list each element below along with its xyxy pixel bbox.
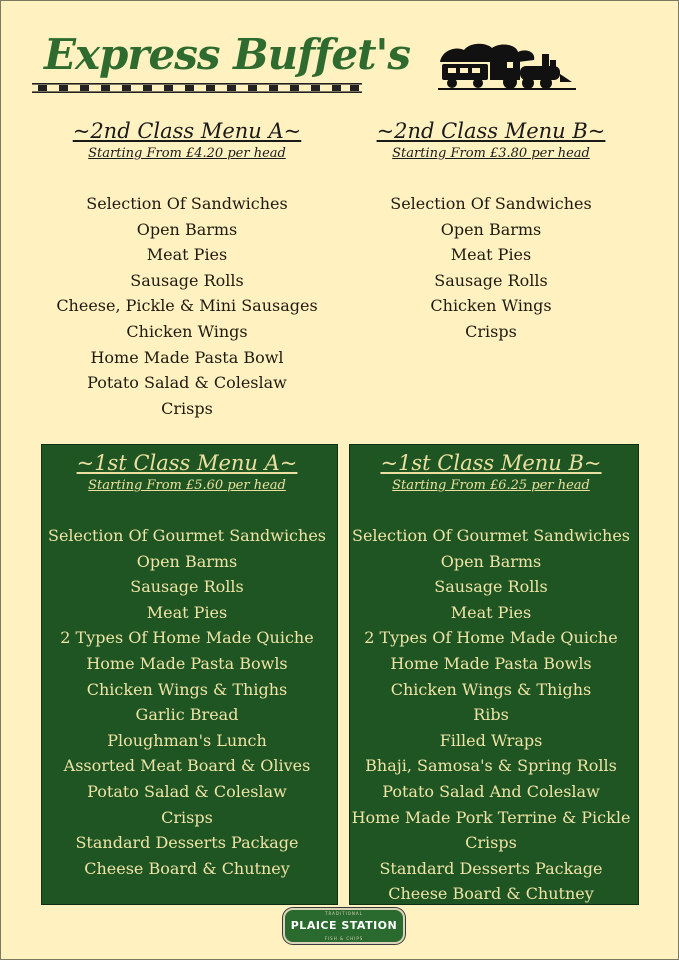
menu-item: Crisps — [161, 807, 213, 827]
menu-item: Standard Desserts Package — [379, 858, 603, 878]
menu-item: Home Made Pasta Bowls — [86, 653, 288, 673]
menu-item: Ploughman's Lunch — [107, 730, 267, 750]
menu-item: Sausage Rolls — [130, 577, 244, 597]
menu-item: Open Barms — [136, 219, 238, 239]
menu-price: Starting From £5.60 per head — [88, 478, 286, 493]
menu-item-list — [340, 191, 642, 345]
logo-tagline-top: TRADITIONAL — [325, 911, 363, 916]
menu-item: Meat Pies — [450, 245, 532, 265]
menu-item: Sausage Rolls — [434, 270, 548, 290]
logo-tagline-bottom: FISH & CHIPS — [324, 936, 364, 941]
menu-second-class-a — [36, 118, 338, 421]
menu-first-class-b — [340, 450, 642, 907]
menu-item-list — [36, 191, 338, 421]
menu-item: Standard Desserts Package — [75, 833, 299, 853]
menu-item: Selection Of Gourmet Sandwiches — [48, 526, 326, 545]
menu-item: 2 Types Of Home Made Quiche — [364, 628, 618, 648]
menu-second-class-b — [340, 118, 642, 345]
plaice-station-logo — [283, 908, 405, 944]
steam-train-icon — [438, 40, 576, 92]
menu-item: Chicken Wings & Thighs — [390, 679, 592, 699]
menu-first-class-a — [36, 450, 338, 881]
menu-heading: ~2nd Class Menu A~ — [72, 119, 302, 143]
menu-item: Home Made Pasta Bowl — [90, 347, 284, 367]
menu-item: Cheese Board & Chutney — [84, 858, 290, 878]
menu-item: Open Barms — [136, 551, 238, 571]
menu-item: Crisps — [161, 398, 213, 418]
menu-item: Meat Pies — [146, 602, 228, 622]
menu-item: Meat Pies — [450, 602, 532, 622]
menu-item: Crisps — [465, 833, 517, 853]
menu-item: Garlic Bread — [135, 705, 239, 725]
menu-item: Meat Pies — [146, 245, 228, 265]
menu-item: Potato Salad & Coleslaw — [87, 373, 287, 393]
menu-heading: ~1st Class Menu B~ — [380, 451, 602, 475]
menu-item: Sausage Rolls — [434, 577, 548, 597]
menu-item: Home Made Pork Terrine & Pickle — [351, 807, 631, 827]
menu-item: Sausage Rolls — [130, 270, 244, 290]
menu-item: Selection Of Gourmet Sandwiches — [352, 526, 630, 545]
menu-item: Open Barms — [440, 219, 542, 239]
menu-heading: ~2nd Class Menu B~ — [376, 119, 606, 143]
menu-item: Home Made Pasta Bowls — [390, 653, 592, 673]
menu-item-list — [340, 523, 642, 907]
menu-item: Bhaji, Samosa's & Spring Rolls — [365, 756, 617, 776]
menu-item: Filled Wraps — [439, 730, 543, 750]
menu-item: Open Barms — [440, 551, 542, 571]
menu-item: Selection Of Sandwiches — [390, 194, 592, 213]
menu-item: Cheese, Pickle & Mini Sausages — [56, 296, 318, 316]
menu-price: Starting From £6.25 per head — [392, 478, 590, 493]
menu-price: Starting From £3.80 per head — [392, 146, 590, 161]
menu-item: Selection Of Sandwiches — [86, 194, 288, 213]
menu-price: Starting From £4.20 per head — [88, 146, 286, 161]
menu-item: Chicken Wings — [126, 321, 248, 341]
menu-item-list — [36, 523, 338, 881]
page-title: Express Buffet's — [44, 30, 410, 79]
menu-item: 2 Types Of Home Made Quiche — [60, 628, 314, 648]
menu-item: Crisps — [465, 321, 517, 341]
menu-heading: ~1st Class Menu A~ — [76, 451, 298, 475]
menu-item: Cheese Board & Chutney — [388, 884, 594, 904]
logo-wordmark: PLAICE STATION — [290, 919, 398, 932]
menu-item: Assorted Meat Board & Olives — [63, 756, 311, 776]
menu-item: Chicken Wings — [430, 296, 552, 316]
menu-item: Potato Salad And Coleslaw — [382, 781, 600, 801]
menu-item: Chicken Wings & Thighs — [86, 679, 288, 699]
menu-item: Ribs — [473, 705, 509, 725]
menu-item: Potato Salad & Coleslaw — [87, 781, 287, 801]
railway-track-divider — [32, 82, 362, 94]
